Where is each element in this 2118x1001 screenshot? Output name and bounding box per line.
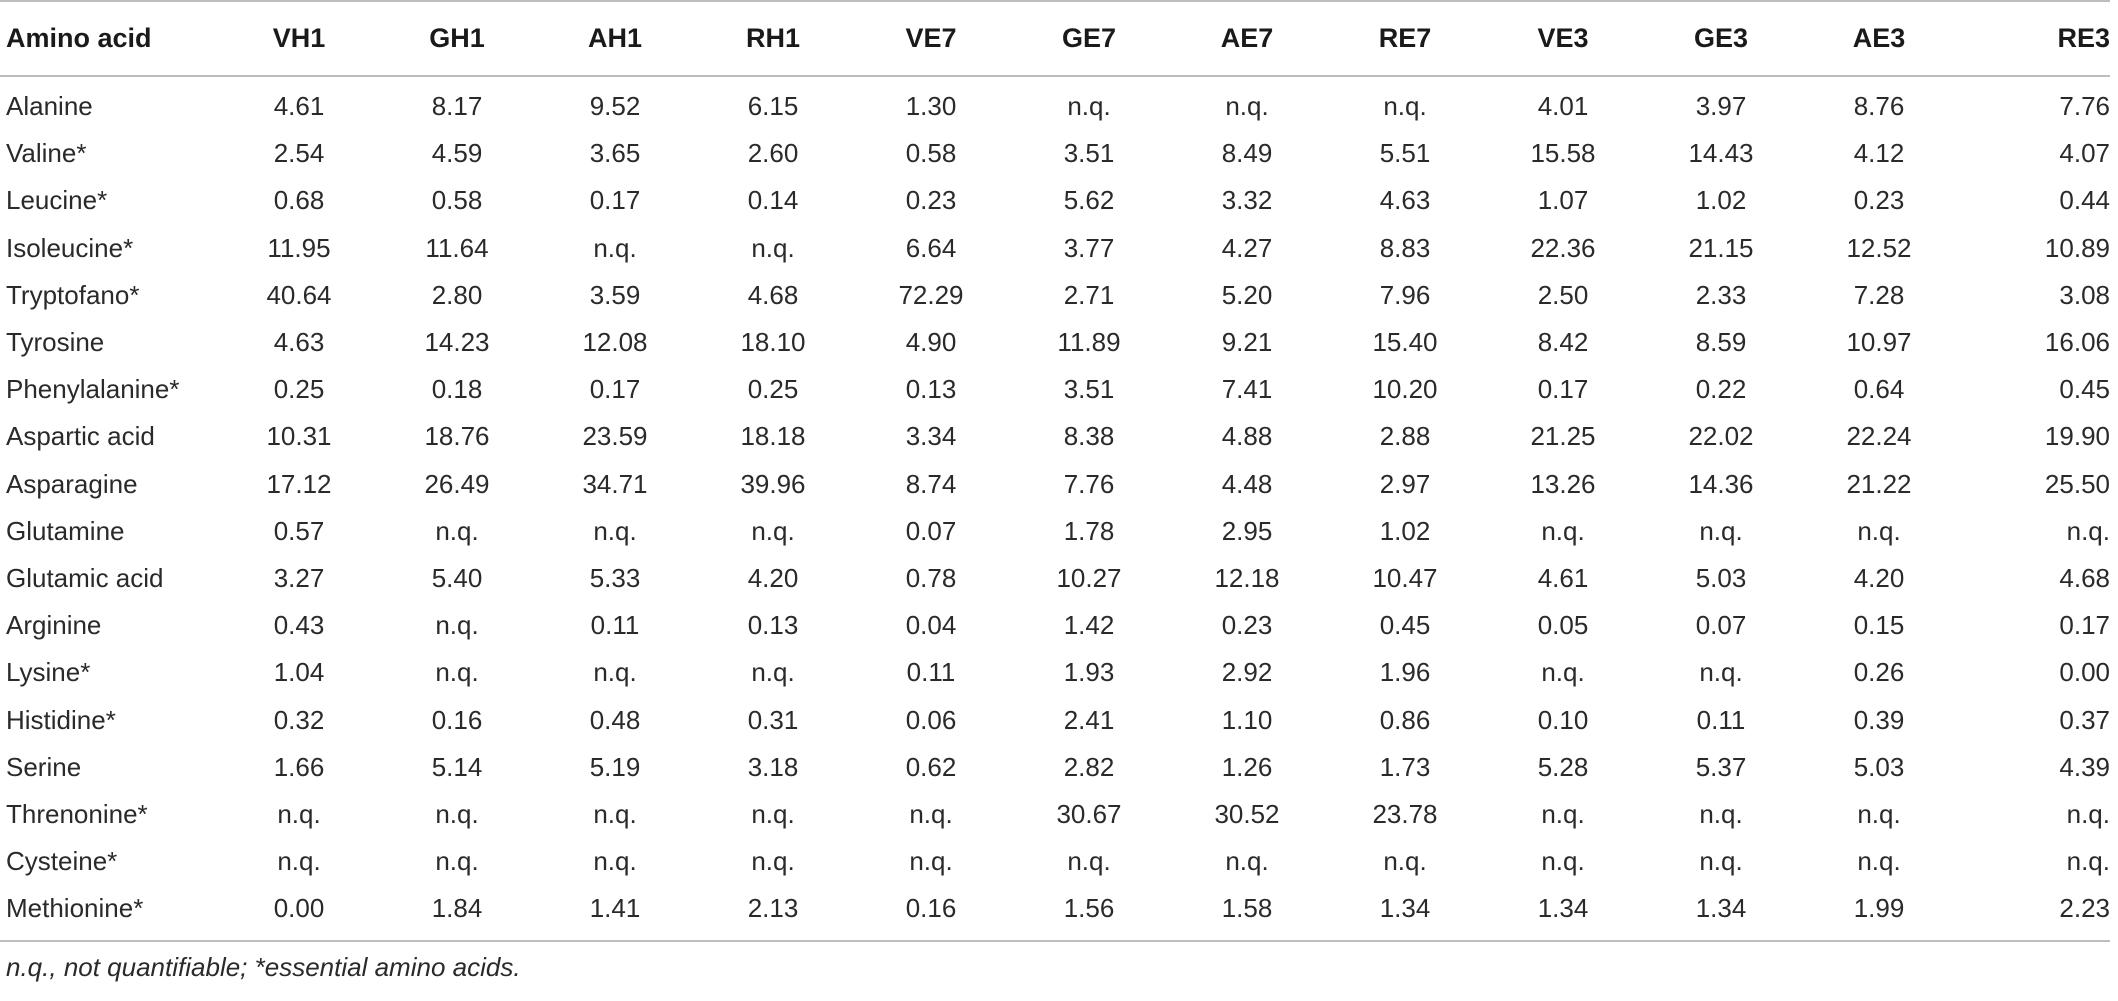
table-cell: 14.36: [1688, 468, 1754, 499]
table-cell: 10.20: [1372, 374, 1438, 405]
table-row: [0, 177, 2110, 224]
row-label: Aspartic acid: [6, 421, 155, 452]
table-cell: n.q.: [593, 846, 637, 877]
table-cell: n.q.: [751, 657, 795, 688]
table-cell: 1.66: [273, 751, 325, 782]
table-cell: 22.36: [1530, 232, 1596, 263]
table-cell: 0.86: [1379, 704, 1431, 735]
table-row: [0, 413, 2110, 460]
column-header-vh1: VH1: [272, 23, 326, 53]
column-header-re7: RE7: [1378, 23, 1432, 53]
table-cell: 0.04: [905, 610, 957, 641]
table-cell: 1.07: [1537, 185, 1589, 216]
table-cell: 4.07: [2059, 138, 2110, 169]
table-cell: 10.89: [2044, 232, 2110, 263]
table-footnote: n.q., not quantifiable; *essential amino acids.: [6, 952, 521, 983]
table-cell: 0.16: [905, 893, 957, 924]
table-cell: n.q.: [277, 846, 321, 877]
table-cell: 5.40: [431, 562, 483, 593]
table-cell: 2.33: [1695, 279, 1747, 310]
table-cell: 0.68: [273, 185, 325, 216]
table-cell: n.q.: [2066, 798, 2110, 829]
table-header: [0, 1, 2110, 76]
table-cell: 0.15: [1853, 610, 1905, 641]
table-cell: 10.31: [266, 421, 332, 452]
table-cell: 14.23: [424, 327, 490, 358]
table-cell: 0.25: [747, 374, 799, 405]
row-label: Histidine*: [6, 704, 116, 735]
table-cell: 8.49: [1221, 138, 1273, 169]
table-cell: 2.50: [1537, 279, 1589, 310]
row-label: Asparagine: [6, 468, 138, 499]
table-cell: 7.76: [2059, 91, 2110, 122]
table-cell: n.q.: [751, 798, 795, 829]
column-header-ae7: AE7: [1220, 23, 1274, 53]
row-label: Threnonine*: [6, 798, 148, 829]
table-cell: 0.17: [589, 185, 641, 216]
table-cell: 0.10: [1537, 704, 1589, 735]
table-cell: 5.51: [1379, 138, 1431, 169]
table-cell: 18.18: [740, 421, 806, 452]
table-cell: 3.65: [589, 138, 641, 169]
table-row: [0, 461, 2110, 508]
table-cell: 0.31: [747, 704, 799, 735]
table-cell: n.q.: [1225, 846, 1269, 877]
table-cell: 1.02: [1695, 185, 1747, 216]
table-cell: n.q.: [1541, 515, 1585, 546]
table-cell: 10.27: [1056, 562, 1122, 593]
table-row: [0, 744, 2110, 791]
table-row: [0, 225, 2110, 272]
table-cell: 4.48: [1221, 468, 1273, 499]
column-header-ge3: GE3: [1693, 23, 1749, 53]
column-header-gh1: GH1: [429, 23, 485, 53]
table-cell: 0.00: [273, 893, 325, 924]
table-cell: 0.13: [905, 374, 957, 405]
table-cell: n.q.: [751, 232, 795, 263]
table-cell: 5.33: [589, 562, 641, 593]
table-cell: 0.44: [2059, 185, 2110, 216]
table-cell: 4.20: [1853, 562, 1905, 593]
table-cell: 23.59: [582, 421, 648, 452]
table-cell: 4.63: [273, 327, 325, 358]
table-cell: 22.24: [1846, 421, 1912, 452]
table-cell: n.q.: [909, 846, 953, 877]
table-cell: 2.97: [1379, 468, 1431, 499]
table-cell: 2.54: [273, 138, 325, 169]
table-row: [0, 838, 2110, 885]
table-cell: 18.10: [740, 327, 806, 358]
table-cell: n.q.: [435, 846, 479, 877]
table-row: [0, 885, 2110, 941]
table-cell: n.q.: [593, 657, 637, 688]
table-cell: 3.18: [747, 751, 799, 782]
table-cell: 19.90: [2044, 421, 2110, 452]
table-cell: 2.80: [431, 279, 483, 310]
table-cell: 1.30: [905, 91, 957, 122]
table-cell: n.q.: [1699, 846, 1743, 877]
table-cell: 4.68: [2059, 562, 2110, 593]
table-cell: 0.05: [1537, 610, 1589, 641]
table-cell: 5.37: [1695, 751, 1747, 782]
table-cell: 3.08: [2059, 279, 2110, 310]
table-cell: 9.21: [1221, 327, 1273, 358]
table-cell: 0.58: [905, 138, 957, 169]
table-cell: 4.20: [747, 562, 799, 593]
row-label: Serine: [6, 751, 82, 782]
table-cell: 0.11: [590, 610, 640, 641]
table-cell: n.q.: [1383, 846, 1427, 877]
row-label: Alanine: [6, 91, 93, 122]
column-header-re3: RE3: [2057, 23, 2110, 53]
row-label: Isoleucine*: [6, 232, 134, 263]
table-cell: 1.42: [1063, 610, 1115, 641]
table-cell: 0.45: [1379, 610, 1431, 641]
table-cell: 0.25: [273, 374, 325, 405]
table-cell: n.q.: [751, 846, 795, 877]
table-cell: 40.64: [266, 279, 332, 310]
table-cell: 4.59: [431, 138, 483, 169]
row-label: Glutamine: [6, 515, 125, 546]
table-cell: 0.16: [431, 704, 483, 735]
table-cell: 5.14: [431, 751, 483, 782]
table-row: [0, 791, 2110, 838]
table-row: [0, 696, 2110, 743]
table-cell: 12.18: [1214, 562, 1280, 593]
table-cell: 2.92: [1221, 657, 1273, 688]
table-cell: 0.37: [2059, 704, 2110, 735]
table-row: [0, 272, 2110, 319]
table-cell: 0.06: [905, 704, 957, 735]
table-cell: n.q.: [2066, 846, 2110, 877]
table-cell: 0.13: [747, 610, 799, 641]
table-cell: 8.17: [431, 91, 483, 122]
table-cell: 1.56: [1063, 893, 1115, 924]
table-cell: 21.22: [1846, 468, 1912, 499]
table-cell: 1.34: [1537, 893, 1589, 924]
table-cell: 4.01: [1537, 91, 1589, 122]
table-cell: 21.25: [1530, 421, 1596, 452]
row-label: Glutamic acid: [6, 562, 164, 593]
table-cell: 7.28: [1853, 279, 1905, 310]
table-cell: 3.34: [905, 421, 957, 452]
table-cell: 2.88: [1379, 421, 1431, 452]
table-cell: 0.17: [1537, 374, 1589, 405]
table-cell: 8.83: [1379, 232, 1431, 263]
table-cell: 5.20: [1221, 279, 1273, 310]
table-cell: 1.58: [1221, 893, 1273, 924]
table-cell: 0.48: [589, 704, 641, 735]
table-cell: n.q.: [435, 657, 479, 688]
table-cell: 1.10: [1221, 704, 1273, 735]
table-cell: 0.23: [905, 185, 957, 216]
table-cell: 4.61: [1537, 562, 1589, 593]
table-cell: 0.62: [905, 751, 957, 782]
table-cell: 1.84: [431, 893, 483, 924]
table-cell: 3.97: [1695, 91, 1747, 122]
table-cell: 3.51: [1063, 138, 1115, 169]
table-cell: 5.03: [1853, 751, 1905, 782]
row-label: Cysteine*: [6, 846, 118, 877]
table-cell: 2.60: [747, 138, 799, 169]
table-cell: 7.41: [1221, 374, 1273, 405]
table-cell: 1.26: [1221, 751, 1273, 782]
table-cell: 1.93: [1063, 657, 1115, 688]
column-header-ge7: GE7: [1061, 23, 1117, 53]
table-cell: 14.43: [1688, 138, 1754, 169]
table-cell: 0.57: [273, 515, 325, 546]
table-cell: 8.42: [1537, 327, 1589, 358]
table-cell: n.q.: [593, 232, 637, 263]
table-cell: n.q.: [1541, 798, 1585, 829]
header-row: [0, 1, 2110, 76]
table-cell: 4.68: [747, 279, 799, 310]
table-cell: n.q.: [1225, 91, 1269, 122]
table-cell: 0.22: [1695, 374, 1747, 405]
table-cell: n.q.: [435, 515, 479, 546]
table-cell: 26.49: [424, 468, 490, 499]
table-cell: 3.59: [589, 279, 641, 310]
table-cell: 0.17: [589, 374, 641, 405]
table-cell: 0.26: [1853, 657, 1905, 688]
table-cell: 4.63: [1379, 185, 1431, 216]
table-cell: n.q.: [1383, 91, 1427, 122]
row-label: Phenylalanine*: [6, 374, 180, 405]
table-cell: 30.67: [1056, 798, 1122, 829]
table-cell: 10.47: [1372, 562, 1438, 593]
table-cell: 11.89: [1057, 327, 1121, 358]
table-cell: n.q.: [1067, 846, 1111, 877]
table-cell: 0.00: [2059, 657, 2110, 688]
table-cell: 3.27: [273, 562, 325, 593]
row-label: Tyrosine: [6, 327, 105, 358]
column-header-ah1: AH1: [587, 23, 642, 53]
table-row: [0, 602, 2110, 649]
column-header-amino-acid: Amino acid: [6, 23, 152, 53]
table-cell: 1.04: [273, 657, 325, 688]
table-cell: 0.23: [1853, 185, 1905, 216]
table-cell: 16.06: [2044, 327, 2110, 358]
table-cell: n.q.: [909, 798, 953, 829]
table-cell: n.q.: [1067, 91, 1111, 122]
table-cell: 3.32: [1221, 185, 1273, 216]
table-cell: 2.95: [1221, 515, 1273, 546]
table-cell: n.q.: [1699, 798, 1743, 829]
table-cell: 9.52: [589, 91, 641, 122]
table-cell: 0.07: [905, 515, 957, 546]
table-cell: n.q.: [1857, 798, 1901, 829]
table-cell: 4.90: [905, 327, 957, 358]
table-row: [0, 555, 2110, 602]
table-cell: 7.76: [1063, 468, 1115, 499]
column-header-ve3: VE3: [1537, 23, 1589, 53]
table-cell: 15.58: [1530, 138, 1596, 169]
table-cell: 1.34: [1695, 893, 1747, 924]
table-cell: 1.02: [1379, 515, 1431, 546]
table-cell: 1.34: [1379, 893, 1431, 924]
table-cell: 30.52: [1214, 798, 1280, 829]
table-cell: n.q.: [1699, 515, 1743, 546]
table-cell: 7.96: [1379, 279, 1431, 310]
column-header-ae3: AE3: [1852, 23, 1906, 53]
table-cell: 0.14: [747, 185, 799, 216]
table-cell: n.q.: [1541, 846, 1585, 877]
table-cell: 6.15: [747, 91, 799, 122]
table-cell: 3.77: [1063, 232, 1115, 263]
table-cell: 4.39: [2059, 751, 2110, 782]
table-cell: n.q.: [1541, 657, 1585, 688]
row-label: Valine*: [6, 138, 87, 169]
table-cell: 2.41: [1063, 704, 1115, 735]
table-cell: 11.64: [425, 232, 489, 263]
table-cell: 0.78: [905, 562, 957, 593]
table-cell: 22.02: [1688, 421, 1754, 452]
table-cell: 4.12: [1853, 138, 1905, 169]
table-cell: n.q.: [751, 515, 795, 546]
table-cell: n.q.: [435, 798, 479, 829]
table-cell: 1.73: [1379, 751, 1431, 782]
table-cell: 4.88: [1221, 421, 1273, 452]
table-cell: 1.99: [1853, 893, 1905, 924]
table-cell: 0.07: [1695, 610, 1747, 641]
table-cell: 21.15: [1688, 232, 1754, 263]
table-cell: 0.17: [2059, 610, 2110, 641]
table-cell: 1.41: [589, 893, 641, 924]
table-cell: 15.40: [1372, 327, 1438, 358]
table-cell: 34.71: [582, 468, 648, 499]
table-cell: 0.18: [431, 374, 483, 405]
table-row: [0, 508, 2110, 555]
table-cell: 8.59: [1695, 327, 1747, 358]
table-row: [0, 649, 2110, 696]
table-cell: 17.12: [266, 468, 332, 499]
table-cell: 0.58: [431, 185, 483, 216]
table-cell: 2.71: [1063, 279, 1115, 310]
table-cell: 5.62: [1063, 185, 1115, 216]
table-cell: 0.43: [273, 610, 325, 641]
table-cell: n.q.: [2066, 515, 2110, 546]
table-cell: 12.08: [582, 327, 648, 358]
table-cell: n.q.: [435, 610, 479, 641]
row-label: Methionine*: [6, 893, 144, 924]
table-cell: 18.76: [424, 421, 490, 452]
column-header-ve7: VE7: [905, 23, 957, 53]
table-cell: 0.23: [1221, 610, 1273, 641]
table-cell: 2.13: [747, 893, 799, 924]
table-cell: 11.95: [267, 232, 331, 263]
table-cell: 8.38: [1063, 421, 1115, 452]
table-cell: 2.82: [1063, 751, 1115, 782]
table-cell: 8.76: [1853, 91, 1905, 122]
table-cell: 5.28: [1537, 751, 1589, 782]
table-cell: n.q.: [1699, 657, 1743, 688]
row-label: Lysine*: [6, 657, 91, 688]
table-cell: n.q.: [593, 798, 637, 829]
table-cell: 10.97: [1846, 327, 1912, 358]
table-cell: 12.52: [1846, 232, 1912, 263]
table-cell: 72.29: [898, 279, 964, 310]
table-cell: 0.64: [1853, 374, 1905, 405]
table-body: [0, 76, 2110, 941]
table-row: [0, 76, 2110, 130]
table-cell: 0.11: [1696, 704, 1746, 735]
table-cell: 8.74: [905, 468, 957, 499]
table-cell: 2.23: [2059, 893, 2110, 924]
table-cell: 23.78: [1372, 798, 1438, 829]
table-cell: 0.39: [1853, 704, 1905, 735]
table-row: [0, 366, 2110, 413]
table-cell: 5.19: [589, 751, 641, 782]
table-cell: 1.78: [1063, 515, 1115, 546]
table-cell: 0.45: [2059, 374, 2110, 405]
table-cell: 13.26: [1530, 468, 1596, 499]
row-label: Arginine: [6, 610, 102, 641]
table-cell: 3.51: [1063, 374, 1115, 405]
table-cell: 1.96: [1379, 657, 1431, 688]
table-cell: n.q.: [1857, 846, 1901, 877]
table-cell: 25.50: [2044, 468, 2110, 499]
table-cell: n.q.: [593, 515, 637, 546]
row-label: Leucine*: [6, 185, 108, 216]
table-row: [0, 319, 2110, 366]
column-header-rh1: RH1: [745, 23, 800, 53]
table-cell: 6.64: [905, 232, 957, 263]
row-label: Tryptofano*: [6, 279, 140, 310]
table-cell: 39.96: [740, 468, 806, 499]
table-cell: 0.11: [906, 657, 956, 688]
table-cell: 5.03: [1695, 562, 1747, 593]
table-cell: 4.27: [1221, 232, 1273, 263]
table-cell: 4.61: [273, 91, 325, 122]
table-row: [0, 130, 2110, 177]
table-cell: n.q.: [277, 798, 321, 829]
table-cell: n.q.: [1857, 515, 1901, 546]
table-cell: 0.32: [273, 704, 325, 735]
